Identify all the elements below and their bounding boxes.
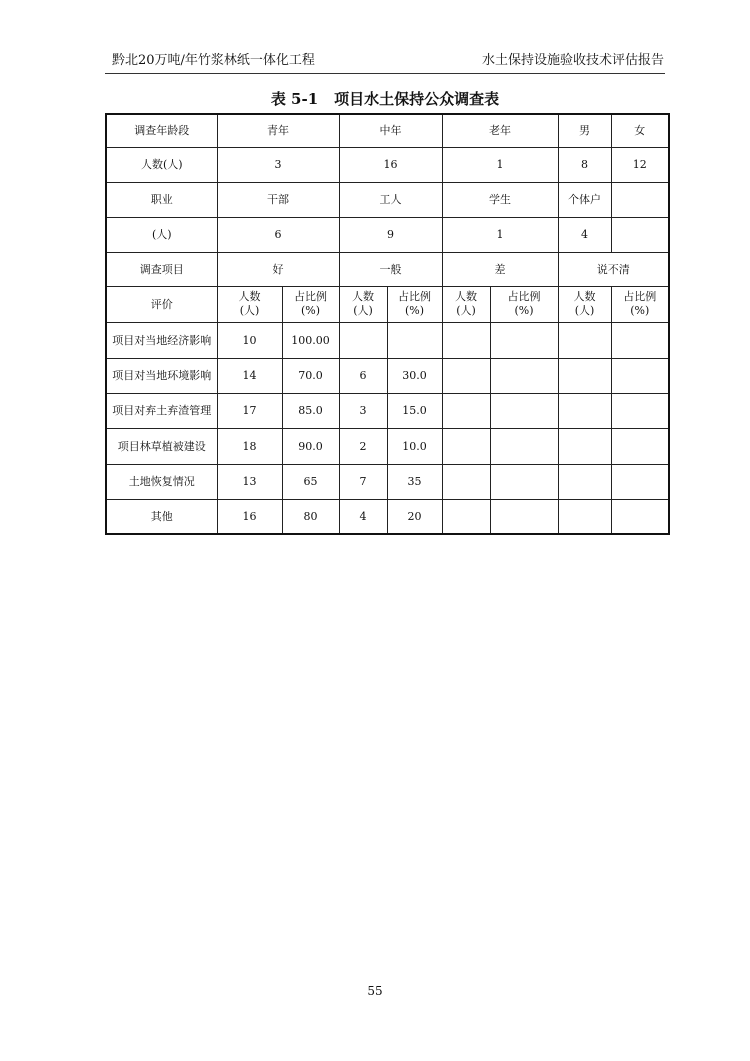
table-row (106, 428, 669, 464)
age-old: 老年 (442, 114, 558, 147)
table-row (106, 499, 669, 534)
row-label: 项目对弃土弃渣管理 (106, 393, 217, 428)
job-count-blank (611, 217, 669, 252)
cell: 14 (217, 358, 282, 393)
table-row (106, 358, 669, 393)
good-count-header: 人数 (人) (217, 286, 282, 322)
job-self-employed: 个体户 (558, 182, 611, 217)
job-count-row (106, 217, 669, 252)
gender-female: 女 (611, 114, 669, 147)
table-row (106, 322, 669, 358)
cell: 80 (282, 499, 339, 534)
cell: 3 (339, 393, 387, 428)
count-youth: 3 (217, 147, 339, 182)
cell (490, 393, 558, 428)
rating-unclear: 说不清 (558, 252, 669, 286)
cell (387, 322, 442, 358)
cell (442, 322, 490, 358)
cell: 30.0 (387, 358, 442, 393)
cell (490, 358, 558, 393)
cell: 18 (217, 428, 282, 464)
cell: 16 (217, 499, 282, 534)
count-old: 1 (442, 147, 558, 182)
table-title (105, 88, 665, 109)
header-right-title: 水土保持设施验收技术评估报告 (481, 53, 664, 68)
public-survey-table (105, 113, 670, 535)
rating-good: 好 (217, 252, 339, 286)
count-female: 12 (611, 147, 669, 182)
cell: 35 (387, 464, 442, 499)
good-ratio-header: 占比例 (%) (282, 286, 339, 322)
poor-count-header: 人数 (人) (442, 286, 490, 322)
item-label: 调查项目 (106, 252, 217, 286)
cell: 10 (217, 322, 282, 358)
job-row (106, 182, 669, 217)
cell: 17 (217, 393, 282, 428)
cell: 4 (339, 499, 387, 534)
cell (611, 358, 669, 393)
cell: 100.00 (282, 322, 339, 358)
job-label: 职业 (106, 182, 217, 217)
job-worker: 工人 (339, 182, 442, 217)
cell: 20 (387, 499, 442, 534)
page-number: 55 (367, 984, 383, 998)
table-row (106, 464, 669, 499)
row-label: 项目对当地经济影响 (106, 322, 217, 358)
job-count-student: 1 (442, 217, 558, 252)
age-middle: 中年 (339, 114, 442, 147)
table-row (106, 393, 669, 428)
row-label: 其他 (106, 499, 217, 534)
cell: 70.0 (282, 358, 339, 393)
gender-male: 男 (558, 114, 611, 147)
row-label: 项目对当地环境影响 (106, 358, 217, 393)
job-student: 学生 (442, 182, 558, 217)
cell (490, 464, 558, 499)
unclear-ratio-header: 占比例 (%) (611, 286, 669, 322)
cell: 10.0 (387, 428, 442, 464)
rating-average: 一般 (339, 252, 442, 286)
cell (558, 428, 611, 464)
table-number: 表 5-1 (270, 90, 319, 108)
eval-label: 评价 (106, 286, 217, 322)
poor-ratio-header: 占比例 (%) (490, 286, 558, 322)
average-ratio-header: 占比例 (%) (387, 286, 442, 322)
cell (611, 322, 669, 358)
job-count-cadre: 6 (217, 217, 339, 252)
cell (442, 464, 490, 499)
row-label: 项目林草植被建设 (106, 428, 217, 464)
cell (442, 499, 490, 534)
cell (611, 499, 669, 534)
cell (558, 499, 611, 534)
cell: 15.0 (387, 393, 442, 428)
cell: 85.0 (282, 393, 339, 428)
cell (339, 322, 387, 358)
count-male: 8 (558, 147, 611, 182)
cell (558, 464, 611, 499)
eval-header-row (106, 286, 669, 322)
rating-poor: 差 (442, 252, 558, 286)
cell (611, 428, 669, 464)
count-row (106, 147, 669, 182)
cell: 7 (339, 464, 387, 499)
cell (442, 393, 490, 428)
cell (558, 322, 611, 358)
item-row (106, 252, 669, 286)
table-title-text: 项目水土保持公众调查表 (334, 90, 500, 108)
average-count-header: 人数 (人) (339, 286, 387, 322)
cell (490, 428, 558, 464)
cell (442, 358, 490, 393)
cell (442, 428, 490, 464)
unclear-count-header: 人数 (人) (558, 286, 611, 322)
cell: 6 (339, 358, 387, 393)
cell (611, 393, 669, 428)
cell: 2 (339, 428, 387, 464)
job-cadre: 干部 (217, 182, 339, 217)
job-count-label: (人) (106, 217, 217, 252)
header-rule (105, 73, 665, 74)
count-middle: 16 (339, 147, 442, 182)
count-label: 人数(人) (106, 147, 217, 182)
cell: 13 (217, 464, 282, 499)
job-count-self-employed: 4 (558, 217, 611, 252)
cell (558, 358, 611, 393)
age-youth: 青年 (217, 114, 339, 147)
age-row (106, 114, 669, 147)
cell: 90.0 (282, 428, 339, 464)
cell: 65 (282, 464, 339, 499)
age-label: 调查年龄段 (106, 114, 217, 147)
cell (490, 322, 558, 358)
cell (490, 499, 558, 534)
row-label: 土地恢复情况 (106, 464, 217, 499)
header-left-title: 黔北20万吨/年竹浆林纸一体化工程 (112, 53, 315, 68)
cell (611, 464, 669, 499)
job-blank (611, 182, 669, 217)
cell (558, 393, 611, 428)
job-count-worker: 9 (339, 217, 442, 252)
